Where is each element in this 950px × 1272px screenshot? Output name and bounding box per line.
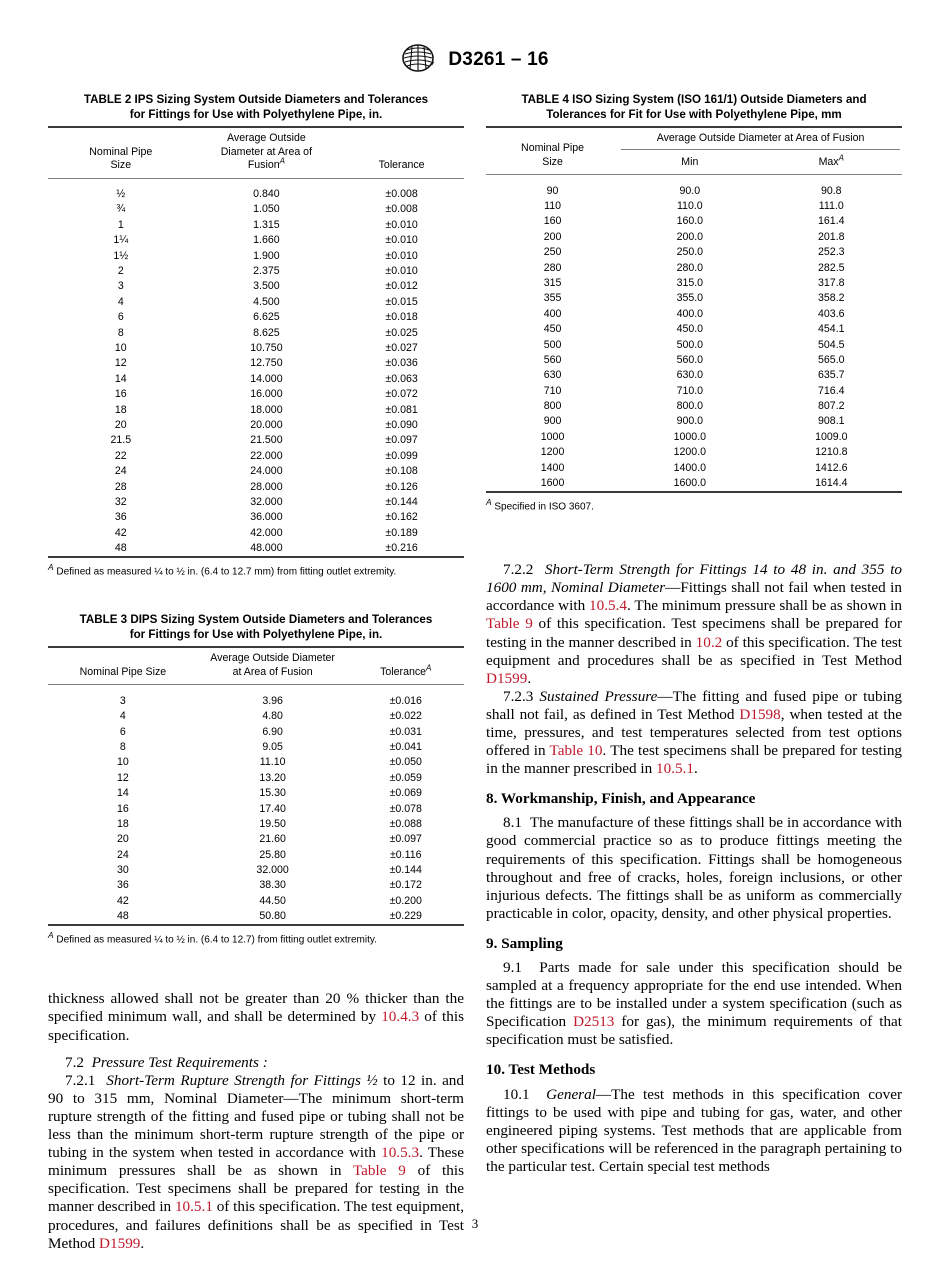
table-cell: 18 [116, 817, 129, 830]
table-row [48, 202, 464, 217]
table-cell: 250.0 [676, 246, 704, 259]
table-row [486, 475, 902, 491]
table-cell: 48 [116, 910, 129, 923]
table-row [48, 786, 464, 801]
table-cell: 13.20 [259, 771, 286, 784]
table-4-col-min: Min [681, 155, 699, 168]
right-column [486, 92, 902, 1176]
table-row [486, 245, 902, 260]
astm-logo-icon [401, 44, 435, 72]
table-cell: 90.0 [679, 184, 701, 197]
table-row [48, 909, 464, 925]
table-row [486, 352, 902, 367]
table-cell: 11.10 [259, 756, 286, 769]
table-cell: ±0.063 [385, 372, 418, 385]
table-row [48, 217, 464, 232]
table-4-col-max: Max$^A$ [818, 152, 844, 168]
table-cell: 10 [114, 342, 127, 354]
table-row [48, 356, 464, 371]
table-cell: 25.80 [259, 848, 286, 861]
table-cell: ±0.041 [389, 740, 422, 753]
ref-10-5-3[interactable]: 10.5.3 [381, 1144, 420, 1162]
table-cell: 1200 [540, 446, 565, 459]
table-cell: 14 [116, 787, 129, 800]
table-cell: 3 [117, 280, 124, 293]
table-cell: ±0.036 [385, 357, 418, 370]
table-cell: 4 [117, 295, 124, 308]
table-row [48, 464, 464, 479]
table-cell: 28.000 [250, 480, 283, 493]
table-cell: 32.000 [256, 864, 289, 877]
section-heading-10: 10. Test Methods [486, 1061, 596, 1079]
table-row [48, 294, 464, 309]
table-cell: ±0.088 [389, 817, 422, 830]
table-row [486, 398, 902, 413]
table-cell: ±0.050 [389, 756, 422, 769]
table-cell: 3 [119, 694, 126, 707]
table-row [486, 337, 902, 352]
table-2-body [48, 187, 464, 557]
table-cell: ±0.008 [385, 188, 418, 201]
table-cell: ±0.010 [385, 265, 418, 278]
table-2-col-nominal: Nominal Pipe Size [89, 145, 153, 171]
left-column [48, 92, 464, 1253]
table-cell: ±0.012 [385, 280, 418, 293]
table-row [48, 371, 464, 386]
table-2-block [48, 92, 464, 578]
table-cell: ±0.010 [385, 249, 418, 262]
table-row [48, 340, 464, 355]
table-cell: 800 [543, 400, 562, 413]
table-row [48, 387, 464, 402]
table-cell: ±0.010 [385, 218, 418, 231]
table-row [48, 893, 464, 908]
table-row [48, 724, 464, 739]
table-row [486, 214, 902, 229]
table-3-block [48, 612, 464, 946]
ref-10-5-1[interactable]: 10.5.1 [655, 760, 694, 778]
table-cell: 42 [116, 894, 129, 907]
table-row [48, 525, 464, 540]
table-cell: 28 [114, 480, 127, 493]
table-cell: ±0.069 [389, 787, 422, 800]
table-cell: 14 [114, 372, 127, 385]
table-cell: 635.7 [818, 369, 845, 382]
table-cell: 560 [543, 353, 562, 366]
table-cell: ±0.016 [389, 694, 422, 707]
paragraph-10-1: 10.1 General—The test methods in this specification cover fittings to be used with pipe and tubing for gas, water, and other engineered piping systems. Test methods that are applicable from other specifications will be referenced in the paragraph pertaining to the particular test. Certain special test methods [486, 1085, 903, 1175]
table-cell: 48 [114, 542, 127, 555]
table-cell: 42 [114, 526, 127, 539]
table-cell: 20.000 [250, 418, 283, 431]
table-cell: 355.0 [676, 292, 704, 305]
table-cell: 6 [117, 311, 124, 324]
table-cell: 160 [543, 215, 562, 228]
table-cell: 280.0 [676, 261, 704, 274]
table-row [486, 429, 902, 444]
table-row [48, 832, 464, 847]
table-row [486, 383, 902, 398]
table-cell: 32.000 [250, 495, 283, 508]
table-cell: 110 [544, 199, 561, 212]
table-cell: 17.40 [259, 802, 286, 815]
table-cell: 450 [543, 323, 562, 336]
table-cell: 36 [114, 511, 127, 524]
table-cell: 90 [546, 184, 559, 197]
table-cell: ±0.025 [385, 326, 418, 339]
table-cell: 19.50 [259, 817, 286, 830]
table-cell: ±0.015 [385, 295, 418, 308]
table-cell: 400 [543, 307, 562, 320]
table-cell: 454.1 [818, 323, 845, 336]
table-cell: 900 [543, 415, 562, 428]
table-cell: 12.750 [250, 357, 283, 370]
table-cell: 252.3 [818, 246, 845, 259]
table-cell: 38.30 [259, 879, 286, 892]
table-cell: 12 [114, 357, 127, 370]
table-cell: 1.900 [253, 249, 280, 262]
table-row [48, 448, 464, 463]
ref-table-9[interactable]: Table 9 [352, 1162, 406, 1180]
table-row [48, 279, 464, 294]
table-row [48, 494, 464, 509]
table-4-header-row-1 [486, 128, 902, 152]
table-cell: 450.0 [676, 323, 704, 336]
table-cell: ±0.172 [389, 879, 422, 892]
table-2 [48, 126, 464, 558]
table-cell: 4.80 [262, 710, 283, 723]
table-cell: 1009.0 [815, 430, 848, 443]
table-cell: ±0.010 [385, 234, 418, 247]
table-3-header-row [48, 648, 464, 685]
table-3-col-nominal: Nominal Pipe Size [79, 665, 167, 678]
section-heading-9: 9. Sampling [486, 934, 563, 952]
table-cell: 2 [117, 265, 124, 278]
table-row [48, 755, 464, 770]
table-row [48, 801, 464, 816]
ref-10-5-1[interactable]: 10.5.1 [174, 1198, 213, 1216]
table-row [48, 510, 464, 525]
table-4-col-nominal: Nominal Pipe Size [521, 142, 585, 168]
table-cell: 21.5 [110, 434, 132, 447]
table-row [48, 540, 464, 556]
table-row [48, 863, 464, 878]
ref-10-5-4[interactable]: 10.5.4 [589, 597, 628, 615]
table-cell: 10 [116, 756, 129, 769]
table-2-col-tolerance: Tolerance [378, 159, 425, 171]
table-cell: 16 [116, 802, 129, 815]
table-cell: 4 [119, 710, 126, 723]
table-cell: 358.2 [818, 292, 845, 305]
ref-d1599[interactable]: D1599 [486, 669, 528, 687]
table-4 [486, 126, 902, 493]
table-cell: 30 [116, 864, 129, 877]
table-cell: 1½ [113, 249, 129, 262]
table-2-header-row [48, 128, 464, 178]
table-row [48, 233, 464, 248]
table-row [486, 306, 902, 321]
table-cell: ±0.018 [385, 311, 418, 324]
table-cell: ±0.097 [385, 434, 418, 447]
table-row [486, 275, 902, 290]
table-cell: ±0.059 [389, 771, 422, 784]
table-cell: 4.500 [253, 295, 280, 308]
table-cell: 24.000 [250, 465, 283, 478]
table-cell: 900.0 [676, 415, 704, 428]
table-row [486, 198, 902, 213]
paragraph-9-1: 9.1 Parts made for sale under this specification should be sampled at a frequency appropriate for the end use intended. When the fittings are to be installed under a system specification (such as Specification D2513 for gas), the minimum requirements of that specification must be satisfied. [486, 959, 902, 1049]
table-cell: 560.0 [676, 353, 704, 366]
table-cell: 6.625 [253, 311, 280, 324]
table-row [48, 847, 464, 862]
table-cell: 800.0 [676, 400, 704, 413]
table-cell: ±0.008 [385, 203, 418, 216]
table-cell: 1200.0 [673, 446, 707, 459]
table-cell: 21.500 [250, 434, 283, 447]
table-cell: 20 [116, 833, 129, 846]
table-cell: 44.50 [259, 894, 286, 907]
table-cell: 908.1 [818, 415, 845, 428]
table-cell: ±0.189 [385, 526, 418, 539]
page-header [0, 46, 950, 82]
table-cell: 161.4 [818, 215, 845, 228]
table-cell: 8 [119, 740, 126, 753]
table-cell: 1614.4 [815, 477, 848, 490]
table-row [48, 310, 464, 325]
table-cell: ±0.229 [389, 910, 422, 923]
table-cell: ±0.072 [385, 388, 418, 401]
table-cell: 21.60 [259, 833, 286, 846]
table-cell: ±0.027 [385, 342, 418, 354]
paragraph-7-2-3: 7.2.3 Sustained Pressure—The fitting and fused pipe or tubing shall not fail, as defined in Test Method D1598, when tested at the time, pressures, and test temperatures selected from test options offered in Table 10. The test specimens shall be prepared for testing in the manner prescribed in 10.5.1. [486, 687, 903, 778]
table-2-col-diameter: Average Outside Diameter at Area of Fusion$^A$ [220, 132, 313, 171]
table-cell: 22.000 [250, 449, 283, 462]
table-cell: ±0.022 [389, 710, 422, 723]
table-cell: 1.660 [253, 234, 280, 247]
paragraph-7-2-2: 7.2.2 Short-Term Strength for Fittings 14 to 48 in. and 355 to 1600 mm, Nominal Diameter—Fittings shall not fail when tested in accordance with 10.5.4. The minimum pressure shall be as shown in Table 9 of this specification. Test specimens shall be prepared for testing in the manner described in 10.2 of this specification. The test equipment and procedures shall be as specified in Test Method D1599. [486, 561, 903, 687]
table-row [48, 739, 464, 754]
table-cell: ±0.099 [385, 449, 418, 462]
table-cell: 400.0 [676, 307, 704, 320]
table-cell: 280 [543, 261, 562, 274]
table-cell: 1.050 [253, 203, 280, 216]
table-2-footnote: $^A$ Defined as measured ¼ to ½ in. (6.4 to 12.7 mm) from fitting outlet extremity. [48, 561, 397, 578]
table-cell: 403.6 [818, 307, 845, 320]
table-cell: ±0.200 [389, 894, 422, 907]
ref-table-10[interactable]: Table 10 [549, 742, 603, 760]
table-cell: 16 [114, 388, 127, 401]
table-cell: 111.0 [818, 199, 844, 212]
table-cell: ¾ [116, 203, 126, 216]
table-cell: 710 [543, 384, 562, 397]
table-cell: 565.0 [818, 353, 845, 366]
table-cell: 14.000 [250, 372, 283, 385]
table-cell: 315 [543, 276, 562, 289]
table-cell: 1¼ [113, 234, 129, 247]
table-cell: 48.000 [250, 542, 283, 555]
table-row [486, 414, 902, 429]
table-cell: 315.0 [676, 276, 704, 289]
table-row [486, 183, 902, 198]
table-cell: 6.90 [262, 725, 283, 738]
table-cell: 8 [117, 326, 124, 339]
table-cell: 317.8 [818, 276, 845, 289]
paragraph-8-1: 8.1 The manufacture of these fittings shall be in accordance with good commercial practice so as to produce fittings meeting the requirements of this specification. Fittings shall be homogeneous throughout and free of cracks, holes, foreign inclusions, or other injurious defects. The fittings shall be as uniform as commercially practicable in color, opacity, density, and other physical properties. [486, 814, 903, 922]
table-cell: 22 [114, 449, 127, 462]
table-cell: ±0.031 [389, 725, 422, 738]
table-cell: 12 [116, 771, 129, 784]
table-row [48, 417, 464, 432]
table-4-block [486, 92, 902, 513]
table-row [48, 248, 464, 263]
table-cell: ±0.116 [389, 848, 422, 861]
table-row [486, 368, 902, 383]
table-cell: 1400.0 [673, 461, 707, 474]
table-cell: 20 [114, 418, 127, 431]
ref-d1598[interactable]: D1598 [739, 705, 781, 723]
table-cell: 504.5 [818, 338, 845, 351]
table-cell: 18 [114, 403, 127, 416]
table-row [486, 460, 902, 475]
table-4-caption: TABLE 4 ISO Sizing System (ISO 161/1) Outside Diameters and Tolerances for Fit for Use with Polyethylene Pipe, mm [521, 93, 867, 121]
table-cell: 250 [543, 246, 562, 259]
table-row [48, 770, 464, 785]
table-cell: ±0.144 [385, 495, 418, 508]
table-cell: ±0.108 [385, 465, 418, 478]
table-cell: 500 [543, 338, 562, 351]
table-cell: 32 [114, 495, 127, 508]
table-row [486, 445, 902, 460]
table-cell: ±0.216 [385, 542, 418, 555]
table-cell: 1600.0 [673, 477, 707, 490]
table-row [48, 187, 464, 202]
table-cell: 1400 [540, 461, 565, 474]
table-cell: 716.4 [818, 384, 845, 397]
table-cell: 3.500 [253, 280, 280, 293]
table-cell: 355 [543, 292, 562, 305]
table-row [486, 229, 902, 244]
table-cell: 1000.0 [673, 430, 707, 443]
ref-d2513[interactable]: D2513 [573, 1013, 615, 1031]
table-cell: 500.0 [676, 338, 704, 351]
table-cell: 200 [543, 230, 562, 243]
table-cell: 24 [116, 848, 129, 861]
ref-d1599[interactable]: D1599 [99, 1234, 141, 1252]
table-3-col-diameter: Average Outside Diameter at Area of Fusion [210, 652, 335, 678]
table-row [486, 260, 902, 275]
table-3 [48, 646, 464, 926]
table-row [486, 291, 902, 306]
table-cell: ±0.078 [389, 802, 422, 815]
table-row [48, 325, 464, 340]
table-cell: 24 [114, 465, 127, 478]
table-row [48, 693, 464, 708]
table-cell: 36 [116, 879, 129, 892]
paragraph-7-2-1: 7.2.1 Short-Term Rupture Strength for Fittings ½ to 12 in. and 90 to 315 mm, Nominal Diameter—The minimum short-term rupture strength of the fitting and fused pipe or tubing shall not be less than the minimum short-term rupture strength of the pipe or tubing in the system when tested in accordance with 10.5.3. These minimum pressures shall be as shown in Table 9 of this specification. Test specimens shall be prepared for testing in the manner described in 10.5.1 of this specification. The test equipment, procedures, and failures definitions shall be as specified in Test Method D1599. [48, 1071, 465, 1252]
table-cell: 6 [119, 725, 126, 738]
table-cell: 90.8 [820, 184, 842, 197]
table-row [48, 263, 464, 278]
table-cell: 0.840 [253, 188, 280, 201]
ref-10-2[interactable]: 10.2 [695, 633, 723, 651]
paragraph-7-2: 7.2 Pressure Test Requirements : [65, 1053, 268, 1071]
table-3-footnote: $^A$ Defined as measured ¼ to ½ in. (6.4 to 12.7) from fitting outlet extremity. [48, 930, 377, 946]
table-cell: 630.0 [676, 369, 704, 382]
table-cell: 9.05 [262, 740, 283, 753]
table-cell: 3.96 [262, 694, 283, 707]
paragraph-thickness: thickness allowed shall not be greater than 20 % thicker than the specified minimum wall, and shall be determined by 10.4.3 of this specification. [48, 990, 464, 1044]
ref-table-9[interactable]: Table 9 [486, 615, 533, 633]
table-2-caption: TABLE 2 IPS Sizing System Outside Diameters and Tolerances for Fittings for Use with Polyethylene Pipe, in. [83, 93, 429, 121]
table-cell: ½ [116, 188, 126, 201]
table-cell: 282.5 [818, 261, 845, 274]
table-cell: 18.000 [250, 403, 283, 416]
table-cell: ±0.126 [385, 480, 418, 493]
table-cell: ±0.081 [385, 403, 418, 416]
table-cell: 807.2 [818, 400, 845, 413]
page-number: 3 [471, 1216, 479, 1231]
table-cell: 710.0 [676, 384, 704, 397]
ref-10-4-3[interactable]: 10.4.3 [381, 1008, 420, 1026]
table-cell: 15.30 [259, 787, 286, 800]
table-cell: 110.0 [676, 199, 703, 212]
table-cell: ±0.097 [389, 833, 422, 846]
table-row [48, 878, 464, 893]
table-cell: ±0.090 [385, 418, 418, 431]
table-3-col-tolerance: Tolerance$^A$ [380, 663, 432, 678]
table-cell: 42.000 [250, 526, 283, 539]
table-row [486, 322, 902, 337]
table-row [48, 816, 464, 831]
table-4-footnote: $^A$ Specified in ISO 3607. [486, 496, 594, 513]
table-row [48, 402, 464, 417]
table-cell: 36.000 [250, 511, 283, 524]
table-cell: 8.625 [253, 326, 280, 339]
table-row [48, 709, 464, 724]
table-cell: 630 [543, 369, 562, 382]
table-3-body [48, 693, 464, 925]
section-heading-8: 8. Workmanship, Finish, and Appearance [486, 790, 756, 808]
table-cell: 1412.6 [815, 461, 848, 474]
table-cell: 1000 [540, 430, 565, 443]
table-row [48, 479, 464, 494]
table-4-group-header: Average Outside Diameter at Area of Fusion [619, 128, 902, 152]
table-cell: 160.0 [676, 215, 704, 228]
table-row [48, 433, 464, 448]
table-cell: ±0.162 [385, 511, 418, 524]
table-cell: 201.8 [818, 230, 845, 243]
table-cell: 1 [117, 218, 124, 231]
table-cell: ±0.144 [389, 864, 422, 877]
table-cell: 1600 [540, 477, 565, 490]
table-cell: 10.750 [250, 342, 283, 354]
table-cell: 2.375 [253, 265, 280, 278]
table-cell: 1210.8 [815, 446, 848, 459]
table-cell: 200.0 [676, 230, 704, 243]
table-cell: 1.315 [253, 218, 280, 231]
table-cell: 50.80 [259, 910, 286, 923]
document-designation: D3261 – 16 [448, 49, 549, 70]
table-cell: 16.000 [250, 388, 283, 401]
table-3-caption: TABLE 3 DIPS Sizing System Outside Diameters and Tolerances for Fittings for Use with Polyethylene Pipe, in. [79, 613, 433, 642]
table-4-body [486, 183, 902, 492]
